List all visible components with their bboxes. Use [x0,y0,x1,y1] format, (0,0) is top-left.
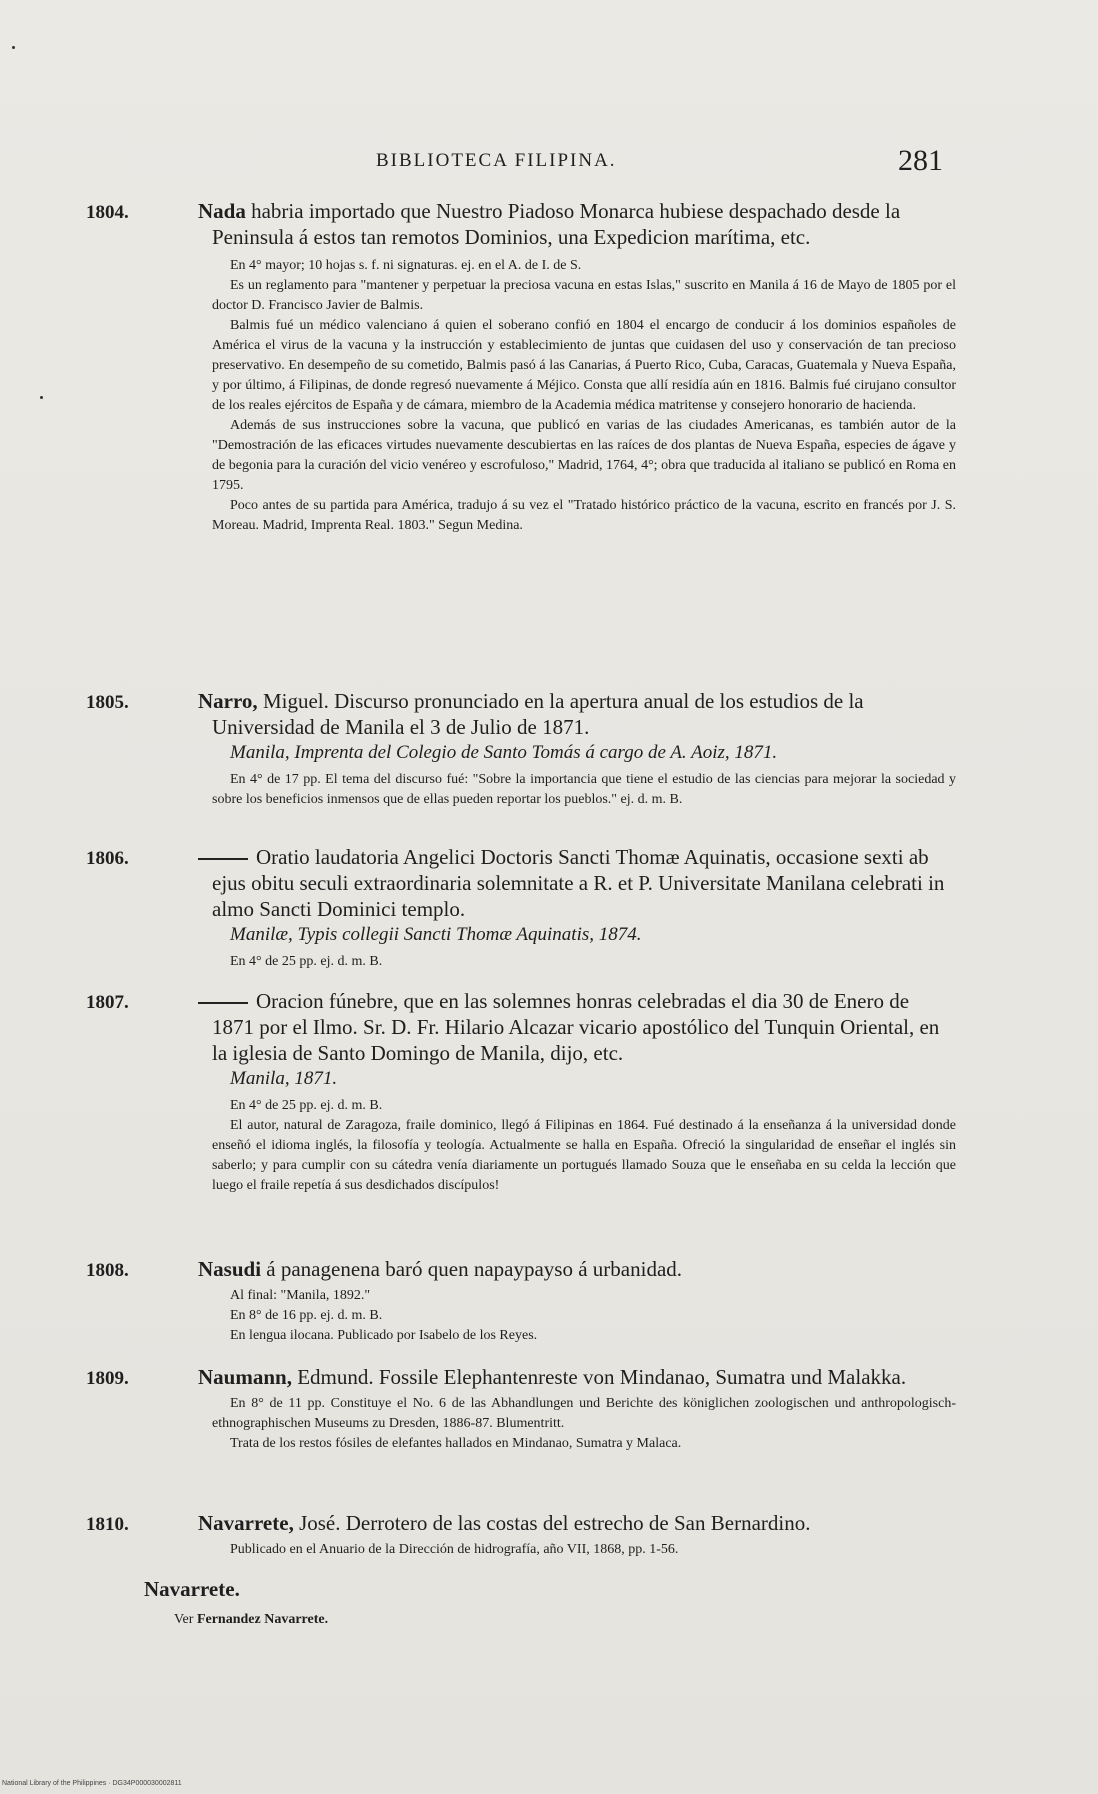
see-prefix: Ver [174,1612,197,1627]
entry-author: Nasudi [198,1257,262,1281]
entry-1809 [86,1364,956,1454]
entry-description: En 4° de 17 pp. El tema del discurso fué: "Sobre la importancia que tiene el estudio de las ciencias para mejorar la sociedad y sobre los beneficios inmensos que de ellas pueden reportar los pueblos." ej. d. m. B. [212,772,956,807]
entry-author: Naumann, [198,1365,292,1389]
entry-1804 [86,198,956,536]
entry-description: Publicado en el Anuario de la Dirección de hidrografía, año VII, 1868, pp. 1-56. [230,1542,679,1557]
entry-number: 1810. [86,1514,129,1535]
entry-note: En lengua ilocana. Publicado por Isabelo de los Reyes. [230,1328,538,1343]
entry-1807 [86,988,956,1196]
page-header [0,146,1098,186]
entry-description: En 4° de 25 pp. ej. d. m. B. [230,1098,383,1113]
entry-number: 1808. [86,1260,129,1281]
entry-note: El autor, natural de Zaragoza, fraile dominico, llegó á Filipinas en 1864. Fué destinado á la enseñanza á la universidad donde enseñó el idioma inglés, la filosofía y teología. Actualmente se halla en España. Ofreció la singularidad de enseñar el inglés sin saberlo; y para cumplir con su cátedra venía diariamente un portugués llamado Souza que le enseñaba en su celda la lección que luego el fraile repetía á sus desdichados discípulos! [212,1118,956,1193]
entry-title [198,1364,956,1390]
entry-1810 [86,1510,956,1560]
entry-author: Navarrete, [198,1511,294,1535]
margin-speck [12,46,15,49]
margin-speck [40,396,43,399]
entry-imprint: Manila, 1871. [230,1068,338,1089]
entry-title [212,844,956,922]
entry-title [144,1576,956,1602]
entry-number: 1805. [86,692,129,713]
entry-note: Además de sus instrucciones sobre la vacuna, que publicó en varias de las ciudades Americanas, es también autor de la "Demostración de las eficaces virtudes nuevamente descubiertas en las raíces de dos plantas de Nueva España, especies de ágave y de begonia para la curación del vicio venéreo y escrofuloso," Madrid, 1764, 4°; obra que traducida al italiano se publicó en Roma en 1795. [212,418,956,493]
entry-author: Nada [198,199,246,223]
entry-1805 [86,688,956,810]
entry-note: Poco antes de su partida para América, tradujo á su vez el "Tratado histórico práctico de la vacuna, escrito en francés por J. S. Moreau. Madrid, Imprenta Real. 1803." Segun Medina. [212,498,956,533]
entry-title-text: Miguel. Discurso pronunciado en la apertura anual de los estudios de la Universidad de Manila el 3 de Julio de 1871. [212,689,864,739]
entry-title-text: Edmund. Fossile Elephantenreste von Mindanao, Sumatra und Malakka. [291,1365,907,1389]
entry-number: 1807. [86,992,129,1013]
entry-description: En 4° mayor; 10 hojas s. f. ni signaturas. ej. en el A. de I. de S. [230,258,582,273]
entry-note: Trata de los restos fósiles de elefantes hallados en Mindanao, Sumatra y Malaca. [230,1436,682,1451]
entry-title-text: José. Derrotero de las costas del estrecho de San Bernardino. [293,1511,811,1535]
entry-title-text: Oratio laudatoria Angelici Doctoris Sancti Thomæ Aquinatis, occasione sexti ab ejus obitu seculi extraordinaria solemnitate a R. et P. Universitate Manilana celebrati in almo Sancti Dominici templo. [212,845,945,921]
entry-number: 1809. [86,1368,129,1389]
entry-title [212,988,956,1066]
entry-number: 1806. [86,848,129,869]
entry-1806 [86,844,956,972]
entry-title-text: habria importado que Nuestro Piadoso Monarca hubiese despachado desde la Peninsula á estos tan remotos Dominios, una Expedicion marítima, etc. [212,199,901,249]
scan-footer: National Library of the Philippines · DG34P000030002811 [2,1780,182,1787]
entry-title [198,1510,956,1536]
entry-1808 [86,1256,956,1346]
ditto-dash [198,1002,248,1004]
entry-note: Balmis fué un médico valenciano á quien el soberano confió en 1804 el encargo de conducir á los dominios españoles de América el virus de la vacuna y la instrucción y establecimiento de juntas que cuidasen del uso y conservación de tan precioso preservativo. En desempeño de su cometido, Balmis pasó á las Canarias, á Puerto Rico, Cuba, Caracas, Guatemala y Nueva España, y por último, á Filipinas, de donde regresó nuevamente á Méjico. Consta que allí residía aún en 1816. Balmis fué cirujano consultor de los reales ejércitos de España y de cámara, miembro de la Academia médica matritense y consejero honorario de hacienda. [212,318,956,413]
entry-title-text: á panagenena baró quen napaypayso á urbanidad. [261,1257,683,1281]
entry-title [198,198,956,250]
entry-author: Navarrete. [144,1577,240,1601]
entry-description: En 8° de 16 pp. ej. d. m. B. [230,1308,383,1323]
entry-description: Al final: "Manila, 1892." [230,1288,371,1303]
entry-description [174,1610,956,1630]
entry-title [198,1256,956,1282]
entry-imprint: Manilæ, Typis collegii Sancti Thomæ Aquinatis, 1874. [230,924,642,945]
page-number: 281 [898,144,943,177]
entry-note: Es un reglamento para "mantener y perpetuar la preciosa vacuna en estas Islas," suscrito en Manila á 16 de Mayo de 1805 por el doctor D. Francisco Javier de Balmis. [212,278,956,313]
entry-title-text: Oracion fúnebre, que en las solemnes honras celebradas el dia 30 de Enero de 1871 por el Ilmo. Sr. D. Fr. Hilario Alcazar vicario apostólico del Tunquin Oriental, en la iglesia de Santo Domingo de Manila, dijo, etc. [212,989,940,1065]
running-title: BIBLIOTECA FILIPINA. [376,150,617,171]
entry-description: En 8° de 11 pp. Constituye el No. 6 de las Abhandlungen und Berichte des königlichen zoologischen und anthropologisch-ethnographischen Museums zu Dresden, 1886-87. Blumentritt. [212,1396,956,1431]
see-reference: Fernandez Navarrete. [196,1612,329,1627]
entry-imprint: Manila, Imprenta del Colegio de Santo Tomás á cargo de A. Aoiz, 1871. [230,742,778,763]
entry-description: En 4° de 25 pp. ej. d. m. B. [230,954,383,969]
entry-title [198,688,956,740]
entry-number: 1804. [86,202,129,223]
ditto-dash [198,858,248,860]
entry-author: Narro, [198,689,258,713]
entry-cross-reference [86,1576,956,1630]
